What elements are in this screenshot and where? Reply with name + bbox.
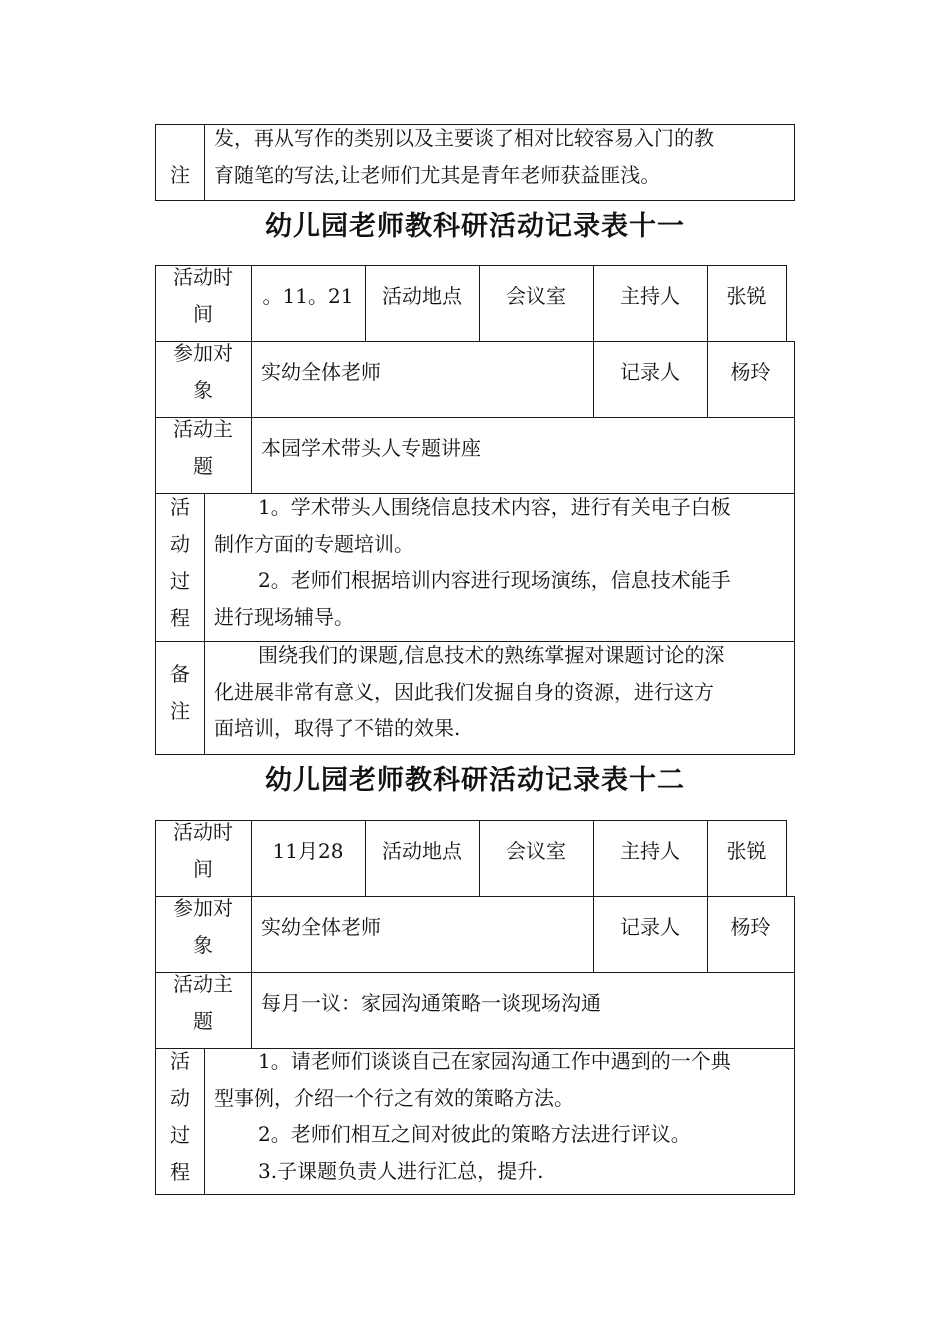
recorder-label: 记录人 — [620, 360, 680, 384]
activity-place-value: 会议室 — [506, 839, 566, 863]
process-label: 活 动 过 程 — [170, 495, 190, 630]
participants-value: 实幼全体老师 — [261, 915, 381, 939]
theme-label: 活动主 题 — [173, 417, 233, 478]
host-label: 主持人 — [620, 284, 680, 308]
recorder-label: 记录人 — [620, 915, 680, 939]
process-line: 2。老师们根据培训内容进行现场演练，信息技术能手 — [258, 568, 731, 592]
record-12-title: 幼儿园老师教科研活动记录表十二 — [265, 765, 685, 796]
process-line: 1。学术带头人围绕信息技术内容，进行有关电子白板 — [258, 495, 731, 519]
record-11-title: 幼儿园老师教科研活动记录表十一 — [265, 211, 685, 242]
recorder-value: 杨玲 — [730, 360, 771, 384]
activity-place-label: 活动地点 — [382, 839, 462, 863]
notes-label: 备 注 — [170, 662, 190, 723]
process-line: 2。老师们相互之间对彼此的策略方法进行评议。 — [258, 1122, 691, 1146]
theme-value: 本园学术带头人专题讲座 — [261, 436, 481, 460]
process-line: 进行现场辅导。 — [214, 605, 354, 629]
notes-line: 化进展非常有意义，因此我们发掘自身的资源，进行这方 — [214, 680, 714, 704]
process-line: 1。请老师们谈谈自己在家园沟通工作中遇到的一个典 — [258, 1049, 731, 1073]
participants-label: 参加对 象 — [173, 341, 233, 402]
theme-label: 活动主 题 — [173, 972, 233, 1033]
activity-time-label: 活动时 间 — [173, 265, 233, 326]
participants-value: 实幼全体老师 — [261, 360, 381, 384]
recorder-value: 杨玲 — [730, 915, 771, 939]
activity-place-value: 会议室 — [506, 284, 566, 308]
notes-line: 面培训，取得了不错的效果. — [214, 716, 461, 740]
theme-value: 每月一议：家园沟通策略一谈现场沟通 — [261, 991, 601, 1015]
activity-time-value: 11月28 — [272, 839, 344, 863]
process-line: 型事例，介绍一个行之有效的策略方法。 — [214, 1086, 574, 1110]
activity-place-label: 活动地点 — [382, 284, 462, 308]
process-line: 3.子课题负责人进行汇总，提升. — [258, 1159, 544, 1183]
activity-time-value: 。11。21 — [262, 284, 354, 308]
host-value: 张锐 — [726, 284, 767, 308]
host-label: 主持人 — [620, 839, 680, 863]
notes-line: 发，再从写作的类别以及主要谈了相对比较容易入门的教 — [214, 126, 714, 150]
notes-line: 围绕我们的课题,信息技术的熟练掌握对课题讨论的深 — [258, 643, 725, 667]
notes-label: 注 — [170, 163, 190, 187]
participants-label: 参加对 象 — [173, 896, 233, 957]
host-value: 张锐 — [726, 839, 767, 863]
notes-line: 育随笔的写法,让老师们尤其是青年老师获益匪浅。 — [214, 163, 661, 187]
activity-time-label: 活动时 间 — [173, 820, 233, 881]
process-line: 制作方面的专题培训。 — [214, 532, 414, 556]
process-label: 活 动 过 程 — [170, 1049, 190, 1184]
